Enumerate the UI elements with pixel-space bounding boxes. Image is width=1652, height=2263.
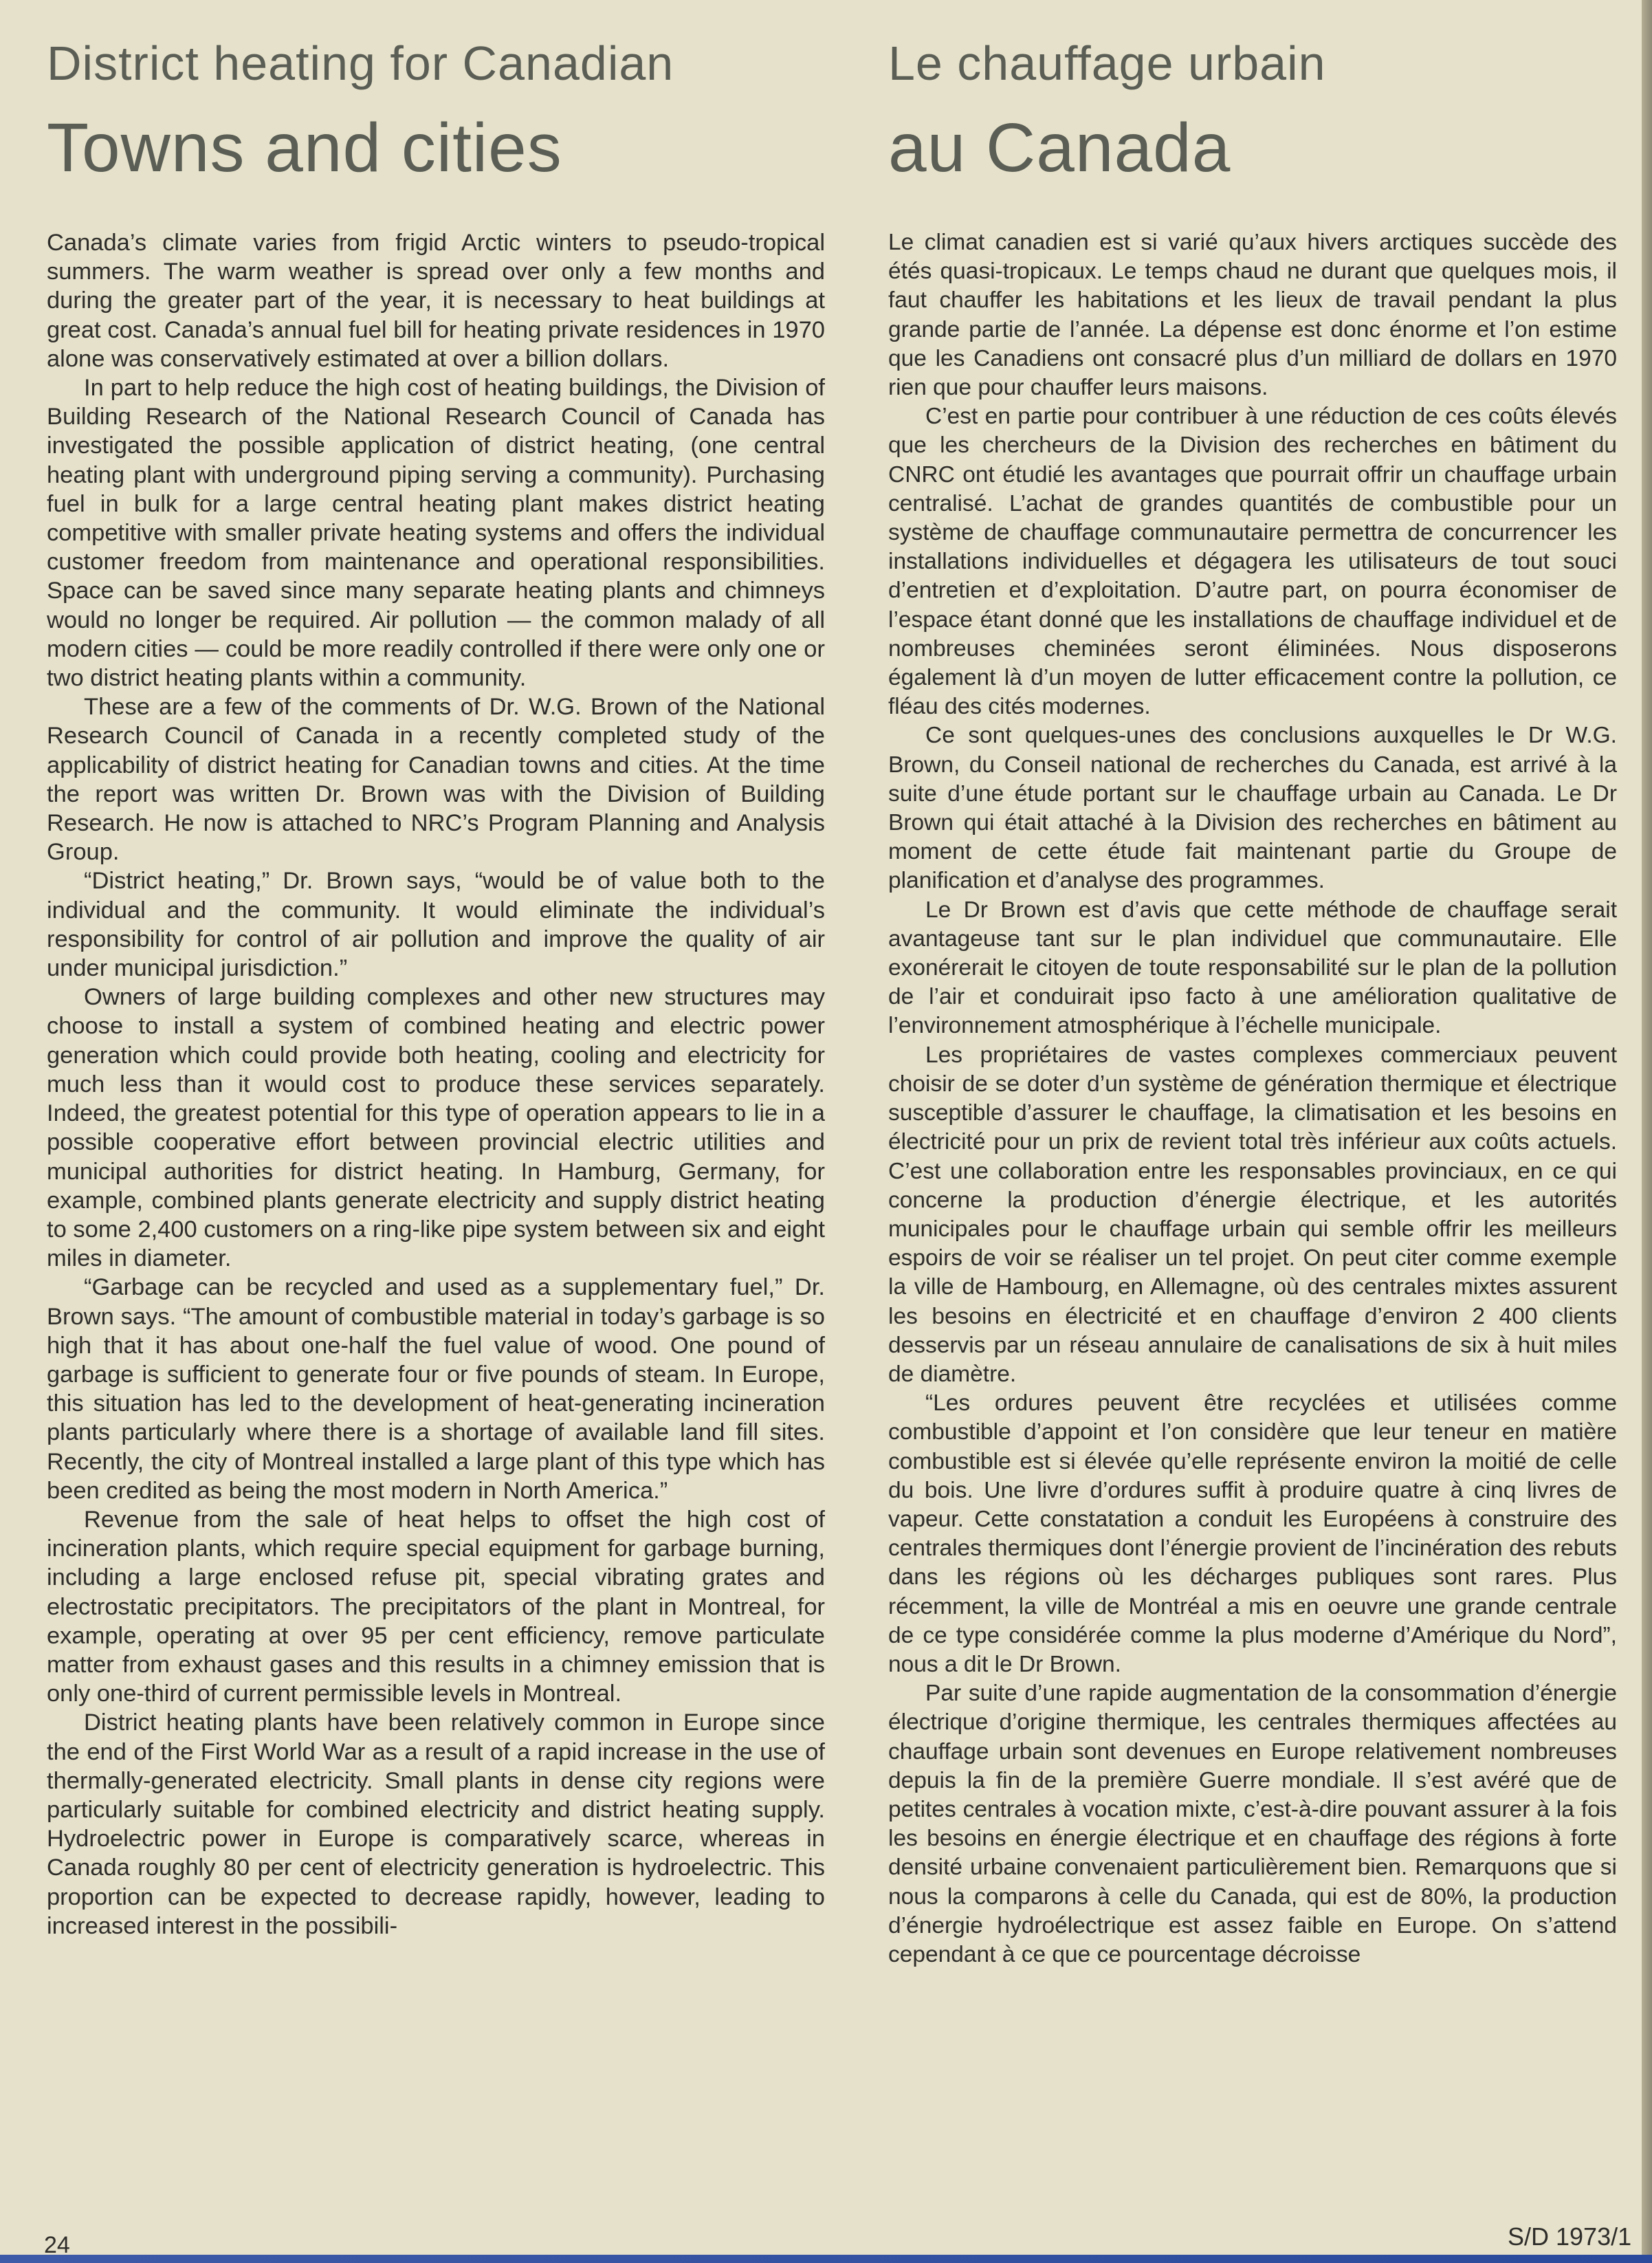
english-paragraph: These are a few of the comments of Dr. W.G. Brown of the National Research Council of Canada in a recently completed study of the applicability of district heating for Canadian towns and cities. At the time the report was written Dr. Brown was with the Division of Building Research. He now is attached to NRC’s Program Planning and Analysis Group. [47,694,825,866]
issue-label: S/D 1973/1 [1508,2222,1632,2251]
french-title-line-1: Le chauffage urbain [888,36,1326,90]
english-paragraph: Revenue from the sale of heat helps to offset the high cost of incineration plants, which require special equipment for garbage burning, including a large enclosed refuse pit, special vibrating grates and electrostatic precipitators. The precipitators of the plant in Montreal, for example, operating at over 95 per cent efficiency, remove particulate matter from exhaust gases and this results in a chimney emission that is only one-third of current permissible levels in Montreal. [47,1506,825,1707]
english-title-line-2: Towns and cities [47,109,562,186]
english-paragraph: “Garbage can be recycled and used as a supplementary fuel,” Dr. Brown says. “The amount of combustible material in today’s garbage is so high that it has about one-half the fuel value of wood. One pound of garbage is sufficient to generate four or five pounds of steam. In Europe, this situation has led to the development of heat-generating incineration plants particularly where there is a shortage of available land fill sites. Recently, the city of Montreal installed a large plant of this type which has been credited as being the most modern in North America.” [47,1274,825,1504]
page-number: 24 [44,2232,70,2258]
french-paragraph: Par suite d’une rapide augmentation de la consommation d’énergie électrique d’origine thermique, les centrales thermiques affectées au chauffage urbain sont devenues en Europe relativement nombreuses depuis la fin de la première Guerre mondiale. Il s’est avéré que de petites centrales à vocation mixte, c’est-à-dire pouvant assurer à la fois les besoins en énergie électrique et en chauffage des régions à forte densité urbaine convenaient particulièrement bien. Remarquons que si nous la comparons à celle du Canada, qui est de 80%, la production d’énergie hydroélectrique est assez faible en Europe. On s’attend cependant à ce que ce pourcentage décroisse [888,1681,1617,1967]
english-paragraph: In part to help reduce the high cost of heating buildings, the Division of Building Research of the National Research Council of Canada has investigated the possible application of district heating, (one central heating plant with underground piping serving a community). Purchasing fuel in bulk for a large central heating plant makes district heating competitive with smaller private heating systems and offers the individual customer freedom from maintenance and operational responsibilities. Space can be saved since many separate heating plants and chimneys would no longer be required. Air pollution — the common malady of all modern cities — could be more readily controlled if there were only one or two district heating plants within a community. [47,375,825,692]
page-binding-edge [1642,0,1652,2263]
english-paragraph: “District heating,” Dr. Brown says, “would be of value both to the individual and the community. It would eliminate the individual’s responsibility for control of air pollution and improve the quality of air under municipal jurisdiction.” [47,868,825,982]
english-article-body [47,228,825,1941]
french-paragraph: Ce sont quelques-unes des conclusions auxquelles le Dr W.G. Brown, du Conseil national de recherches du Canada, est arrivé à la suite d’une étude portant sur le chauffage urbain au Canada. Le Dr Brown qui était attaché à la Division des recherches en bâtiment au moment de cette étude fait maintenant partie du Groupe de planification et d’analyse des programmes. [888,723,1617,894]
french-paragraph: C’est en partie pour contribuer à une réduction de ces coûts élevés que les chercheurs de la Division des recherches en bâtiment du CNRC ont étudié les avantages que pourrait offrir un chauffage urbain centralisé. L’achat de grandes quantités de combustible pour un système de chauffage communautaire permettra de concurrencer les installations individuelles et dégagera les utilisateurs de tout souci d’entretien et d’exploitation. D’autre part, on pourra économiser de l’espace étant donné que les installations de chauffage individuel et de nombreuses cheminées seront éliminées. Nous disposerons également là d’un moyen de lutter efficacement contre la pollution, ce fléau des cités modernes. [888,404,1617,720]
bottom-color-strip [0,2255,1652,2263]
english-title-line-1: District heating for Canadian [47,36,674,90]
french-paragraph: Le Dr Brown est d’avis que cette méthode de chauffage serait avantageuse tant sur le plan individuel que communautaire. Elle exonérerait le citoyen de toute responsabilité sur le plan de la pollution de l’air et conduirait ipso facto à une amélioration qualitative de l’environnement atmosphérique à l’échelle municipale. [888,897,1617,1039]
french-title-line-2: au Canada [888,109,1231,186]
english-paragraph: District heating plants have been relatively common in Europe since the end of the First World War as a result of a rapid increase in the use of thermally-generated electricity. Small plants in dense city regions were particularly suitable for combined electricity and district heating supply. Hydroelectric power in Europe is comparatively scarce, whereas in Canada roughly 80 per cent of electricity generation is hydroelectric. This proportion can be expected to decrease rapidly, however, leading to increased interest in the possibili- [47,1709,825,1939]
french-paragraph: Le climat canadien est si varié qu’aux hivers arctiques succède des étés quasi-tropicaux. Le temps chaud ne durant que quelques mois, il faut chauffer les habitations et les lieux de travail pendant la plus grande partie de l’année. La dépense est donc énorme et l’on estime que les Canadiens ont consacré plus d’un milliard de dollars en 1970 rien que pour chauffer leurs maisons. [888,230,1617,401]
french-paragraph: “Les ordures peuvent être recyclées et utilisées comme combustible d’appoint et l’on considère que leur teneur en matière combustible est si élevée qu’elle représente environ la moitié de celle du bois. Une livre d’ordures suffit à produire quatre à cinq livres de vapeur. Cette constatation a conduit les Européens à construire des centrales thermiques dont l’énergie provient de l’incinération des rebuts dans les régions où les décharges publiques sont rares. Plus récemment, la ville de Montréal a mis en oeuvre une grande centrale de ce type considérée comme la plus moderne d’Amérique du Nord”, nous a dit le Dr Brown. [888,1390,1617,1677]
french-article-body [888,228,1617,1969]
english-paragraph: Owners of large building complexes and other new structures may choose to install a system of combined heating and electric power generation which could provide both heating, cooling and electricity for much less than it would cost to produce these services separately. Indeed, the greatest potential for this type of operation appears to lie in a possible cooperative effort between provincial electric utilities and municipal authorities for district heating. In Hamburg, Germany, for example, combined plants generate electricity and supply district heating to some 2,400 customers on a ring-like pipe system between six and eight miles in diameter. [47,984,825,1272]
french-paragraph: Les propriétaires de vastes complexes commerciaux peuvent choisir de se doter d’un système de génération thermique et électrique susceptible d’assurer le chauffage, la climatisation et les besoins en électricité pour un prix de revient total très inférieur aux coûts actuels. C’est une collaboration entre les responsables provinciaux, en ce qui concerne la production d’énergie électrique, et les autorités municipales pour le chauffage urbain qui semble offrir les meilleurs espoirs de voir se réaliser un tel projet. On peut citer comme exemple la ville de Hambourg, en Allemagne, où des centrales mixtes assurent les besoins en électricité et en chauffage d’environ 2 400 clients desservis par un réseau annulaire de canalisations de six à huit miles de diamètre. [888,1042,1617,1387]
english-paragraph: Canada’s climate varies from frigid Arctic winters to pseudo-tropical summers. The warm weather is spread over only a few months and during the greater part of the year, it is necessary to heat buildings at great cost. Canada’s annual fuel bill for heating private residences in 1970 alone was conservatively estimated at over a billion dollars. [47,230,825,372]
